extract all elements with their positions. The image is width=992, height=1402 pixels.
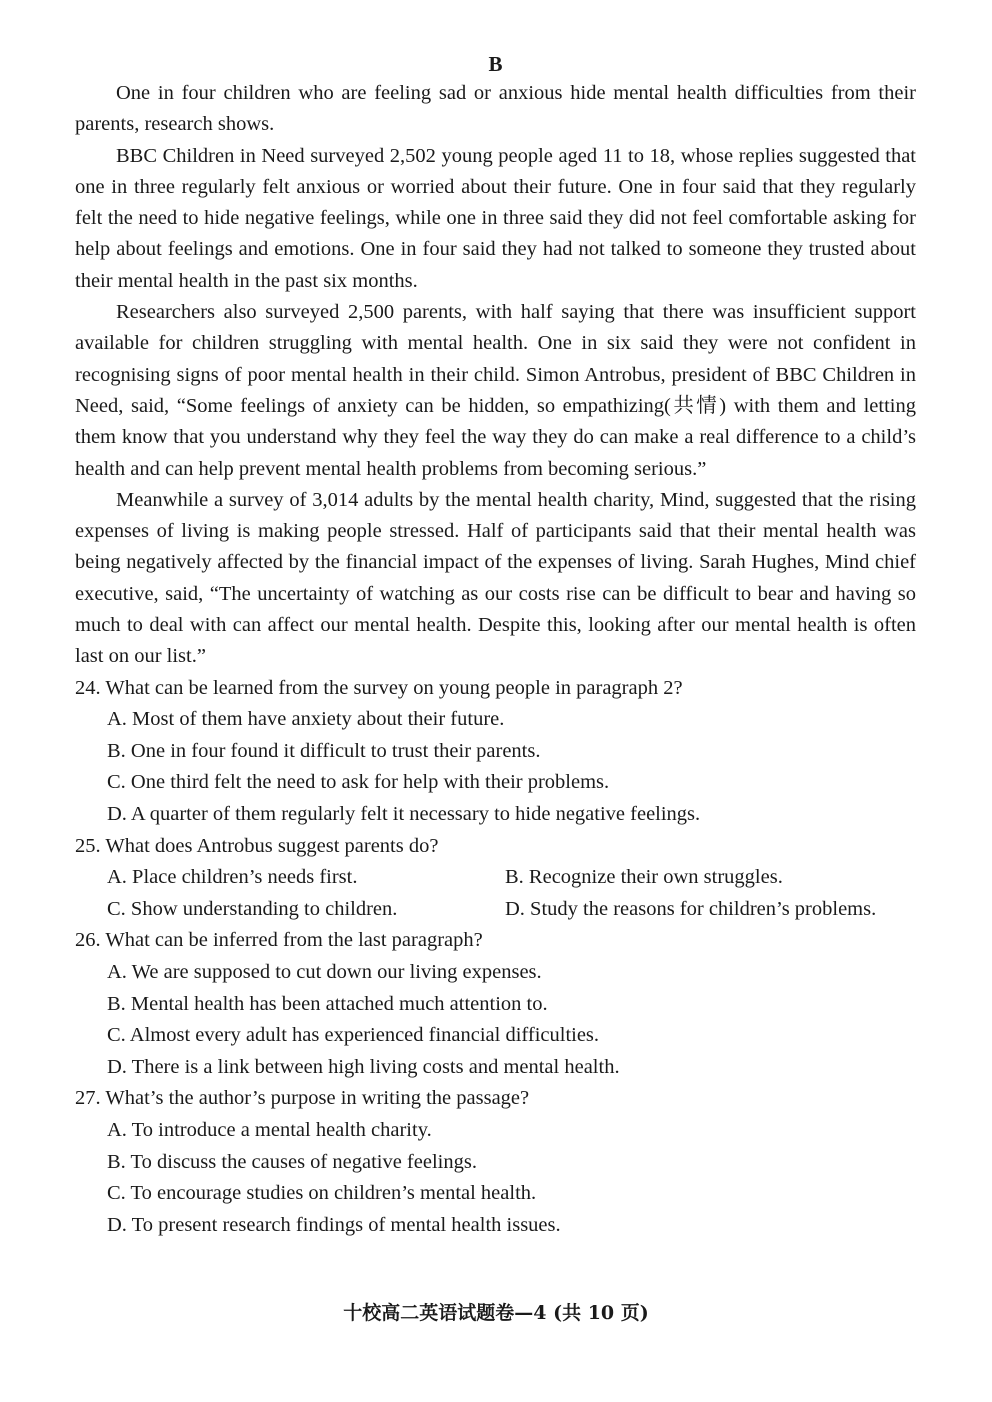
option-d: D. There is a link between high living costs and mental health. [107,1055,620,1078]
question-stem: 26. What can be inferred from the last paragraph? [75,929,483,952]
option-row [75,862,916,894]
passage-paragraph-2: BBC Children in Need surveyed 2,502 young people aged 11 to 18, whose replies suggested that one in three regularly felt anxious or worried about their future. One in four said that they regularly felt the need to hide negative feelings, while one in three said they did not feel comfortable asking for help about feelings and emotions. One in four said they had not talked to someone they trusted about their mental health in the past six months. [75,144,916,292]
option-b: B. One in four found it difficult to trust their parents. [107,739,541,762]
page-footer: 十校高二英语试题卷—4 (共 10 页) [343,1302,649,1324]
option-a: A. To introduce a mental health charity. [107,1118,432,1141]
passage-paragraph-4: Meanwhile a survey of 3,014 adults by the mental health charity, Mind, suggested that the rising expenses of living is making people stressed. Half of participants said that their mental health was being negatively affected by the financial impact of the expenses of living. Sarah Hughes, Mind chief executive, said, “The uncertainty of watching as our costs rise can be difficult to bear and having so much to deal with can affect our mental health. Despite this, looking after our mental health is often last on our list.” [75,488,916,668]
question-list [75,673,916,1242]
option-c: C. To encourage studies on children’s mental health. [107,1182,537,1205]
question-24 [75,673,916,831]
option-d: D. Study the reasons for children’s problems. [505,897,877,920]
option-a: A. We are supposed to cut down our living expenses. [107,960,542,983]
option-b: B. To discuss the causes of negative feelings. [107,1150,477,1173]
option-c: C. One third felt the need to ask for help with their problems. [107,771,610,794]
option-c: C. Almost every adult has experienced financial difficulties. [107,1024,600,1047]
option-a: A. Most of them have anxiety about their future. [107,708,505,731]
option-b: B. Mental health has been attached much attention to. [107,992,548,1015]
question-25 [75,831,916,926]
passage-paragraph-3: Researchers also surveyed 2,500 parents, with half saying that there was insufficient support available for children struggling with mental health. One in six said they were not confident in recognising signs of poor mental health in their child. Simon Antrobus, president of BBC Children in Need, said, “Some feelings of anxiety can be hidden, so empathizing(共情) with them and letting them know that you understand why they feel the way they do can make a real difference to a child’s health and can help prevent mental health problems from becoming serious.” [75,301,916,480]
question-27 [75,1083,916,1241]
option-b: B. Recognize their own struggles. [505,866,783,889]
option-row [75,894,916,926]
section-heading: B [488,52,503,76]
option-a: A. Place children’s needs first. [107,866,358,889]
option-d: D. To present research findings of mental health issues. [107,1213,561,1236]
question-stem: 27. What’s the author’s purpose in writing the passage? [75,1087,530,1110]
question-stem: 24. What can be learned from the survey on young people in paragraph 2? [75,676,683,699]
question-stem: 25. What does Antrobus suggest parents do? [75,834,439,857]
reading-passage [75,78,916,673]
option-c: C. Show understanding to children. [107,897,398,920]
passage-paragraph-1: One in four children who are feeling sad or anxious hide mental health difficulties from their parents, research shows. [75,82,916,136]
question-26 [75,925,916,1083]
option-d: D. A quarter of them regularly felt it necessary to hide negative feelings. [107,803,701,826]
